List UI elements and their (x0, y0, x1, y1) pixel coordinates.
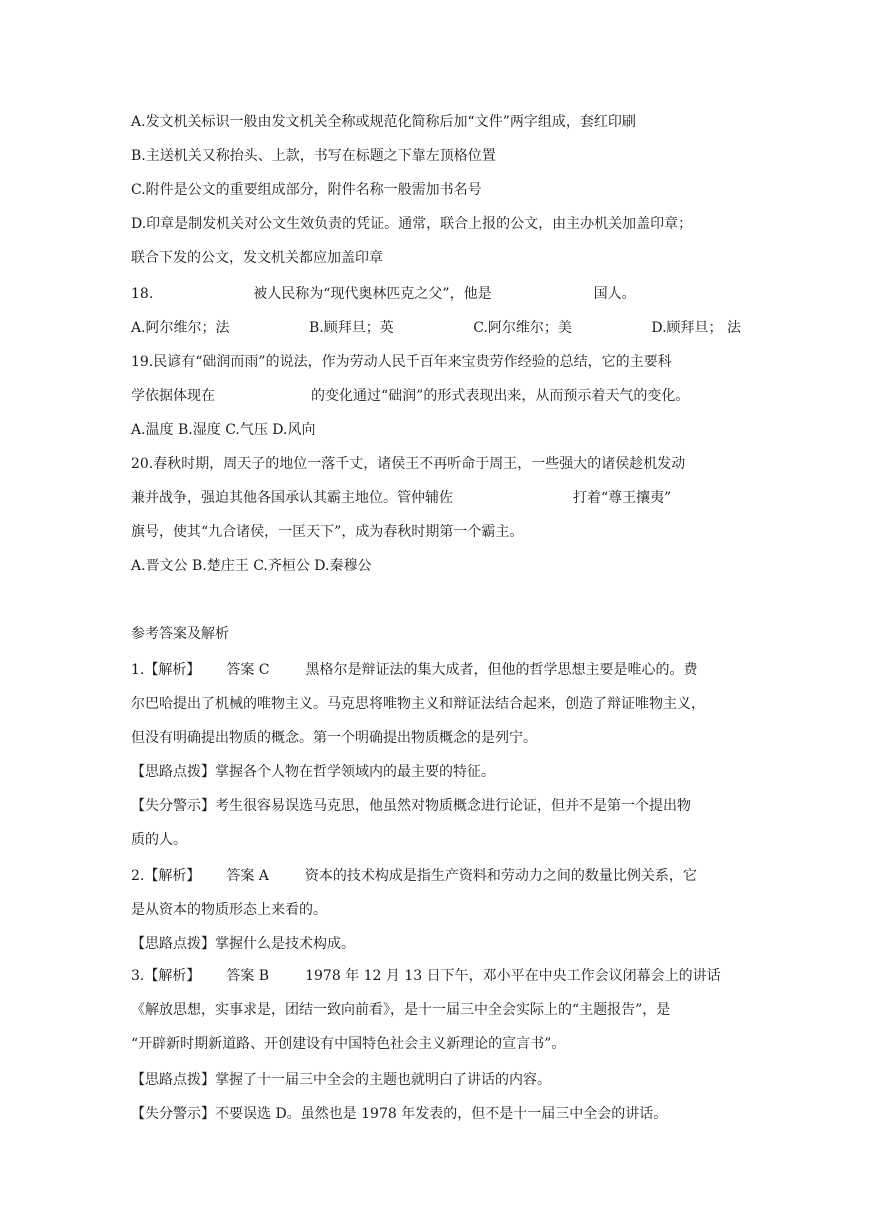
answer-1-line1 (131, 660, 741, 680)
answer-3-tip: 【思路点拨】掌握了十一届三中全会的主题也就明白了讲话的内容。 (131, 1072, 551, 1088)
answer-1-key: 答案 C (226, 662, 270, 678)
answer-2-line2: 是从资本的物质形态上来看的。 (131, 902, 327, 918)
answer-3-warning: 【失分警示】不要误选 D。虽然也是 1978 年发表的，但不是十一届三中全会的讲话。 (131, 1106, 668, 1122)
q18-number: 18. (131, 286, 154, 302)
answer-1-line2: 尔巴哈提出了机械的唯物主义。马克思将唯物主义和辩证法结合起来，创造了辩证唯物主义， (131, 696, 705, 712)
q18-options (131, 318, 741, 338)
q19-line2 (131, 386, 741, 406)
answer-2-key: 答案 A (226, 868, 269, 884)
answer-2-text: 资本的技术构成是指生产资料和劳动力之间的数量比例关系，它 (304, 868, 697, 884)
q19-line1: 19.民谚有“础润而雨”的说法，作为劳动人民千百年来宝贵劳作经验的总结，它的主要科 (131, 354, 672, 370)
q17-option-b: B.主送机关又称抬头、上款，书写在标题之下靠左顶格位置 (131, 148, 496, 164)
answers-heading: 参考答案及解析 (131, 626, 229, 642)
answer-3-line2: 《解放思想，实事求是，团结一致向前看》，是十一届三中全会实际上的“主题报告”，是 (131, 1002, 671, 1018)
answer-1-text: 黑格尔是辩证法的集大成者，但他的哲学思想主要是唯心的。费 (305, 662, 698, 678)
q20-options: A.晋文公 B.楚庄王 C.齐桓公 D.秦穆公 (131, 558, 372, 574)
q17-option-c: C.附件是公文的重要组成部分，附件名称一般需加书名号 (131, 182, 482, 198)
answer-3-key: 答案 B (226, 968, 270, 984)
answer-1-tip: 【思路点拨】掌握各个人物在哲学领域内的最主要的特征。 (131, 764, 495, 780)
answer-2-line1 (131, 866, 741, 886)
answer-1-warning-line1: 【失分警示】考生很容易误选马克思，他虽然对物质概念进行论证，但并不是第一个提出物 (131, 798, 691, 814)
q18-option-a: A.阿尔维尔；法 (131, 320, 230, 336)
q17-option-a: A.发文机关标识一般由发文机关全称或规范化简称后加“文件”两字组成，套红印刷 (131, 114, 636, 130)
q20-line2-part2: 打着“尊王攘夷” (573, 490, 672, 506)
q19-options: A.温度 B.湿度 C.气压 D.风向 (131, 422, 316, 438)
q18-text-part2: 国人。 (593, 286, 636, 302)
q17-option-d-line2: 联合下发的公文，发文机关都应加盖印章 (131, 250, 383, 266)
q17-option-d-line1: D.印章是制发机关对公文生效负责的凭证。通常，联合上报的公文，由主办机关加盖印章； (131, 216, 693, 232)
q20-line2-part1: 兼并战争，强迫其他各国承认其霸主地位。管仲辅佐 (131, 490, 453, 506)
q20-line2 (131, 488, 741, 508)
answer-1-line3: 但没有明确提出物质的概念。第一个明确提出物质概念的是列宁。 (131, 730, 537, 746)
q19-line2-part2: 的变化通过“础润”的形式表现出来，从而预示着天气的变化。 (311, 388, 690, 404)
q20-line1: 20.春秋时期，周天子的地位一落千丈，诸侯王不再听命于周王，一些强大的诸侯趁机发动 (131, 456, 686, 472)
q19-line2-part1: 学依据体现在 (131, 388, 215, 404)
q18-option-c: C.阿尔维尔；美 (473, 320, 572, 336)
answer-2-label: 2.【解析】 (131, 868, 201, 884)
answer-3-line1 (131, 966, 741, 986)
q18-option-d: D.顾拜旦； 法 (651, 320, 741, 336)
answer-3-text: 1978 年 12 月 13 日下午，邓小平在中央工作会议闭幕会上的讲话 (305, 968, 721, 984)
answer-1-warning-line2: 质的人。 (131, 832, 187, 848)
q20-line3: 旗号，使其“九合诸侯，一匡天下”，成为春秋时期第一个霸主。 (131, 524, 524, 540)
answer-2-tip: 【思路点拨】掌握什么是技术构成。 (131, 936, 355, 952)
q18-question (131, 284, 741, 304)
q18-option-b: B.顾拜旦；英 (309, 320, 394, 336)
answer-3-label: 3.【解析】 (131, 968, 201, 984)
q18-text-part1: 被人民称为“现代奥林匹克之父”，他是 (253, 286, 492, 302)
answer-3-line3: “开辟新时期新道路、开创建设有中国特色社会主义新理论的宣言书”。 (131, 1036, 566, 1052)
answer-1-label: 1.【解析】 (131, 662, 201, 678)
